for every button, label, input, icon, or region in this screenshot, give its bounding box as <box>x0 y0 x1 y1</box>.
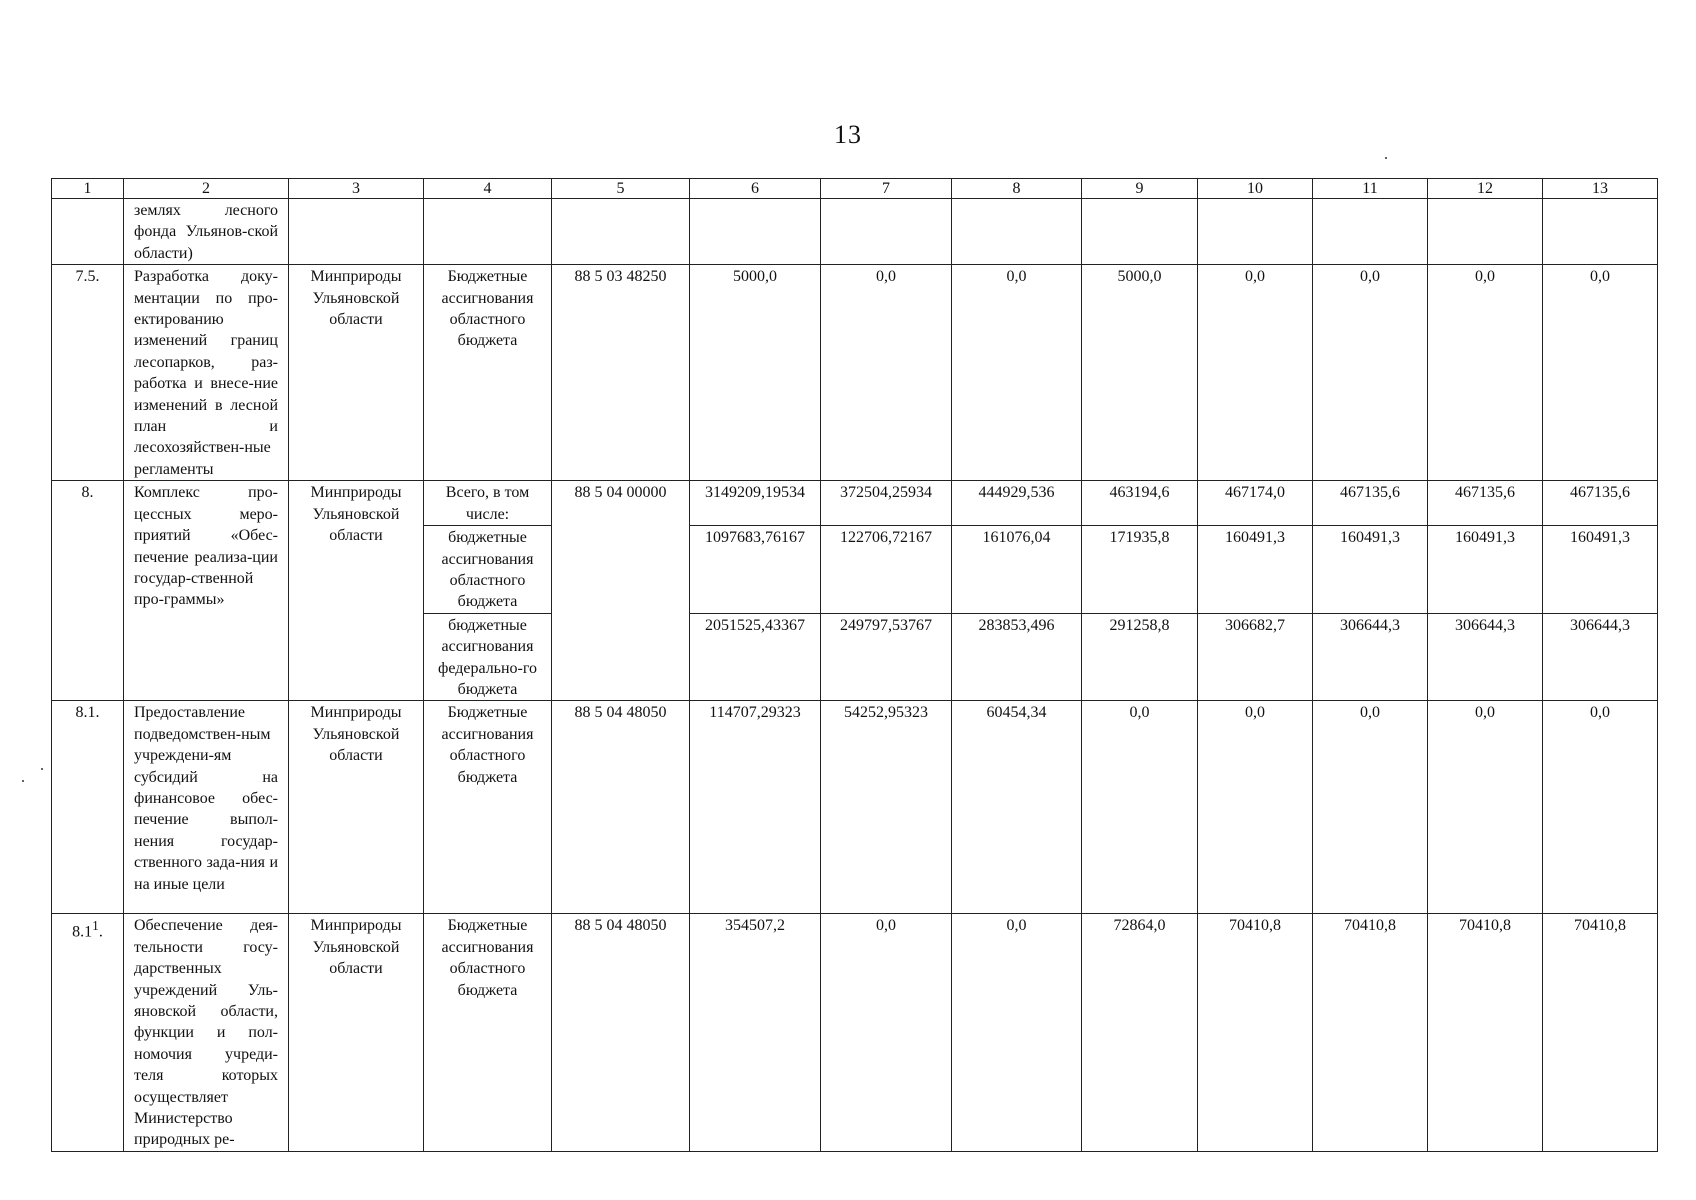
value-cell: 2051525,43367 <box>690 613 821 701</box>
value-cell: 70410,8 <box>1313 914 1428 1151</box>
col-header: 9 <box>1082 179 1198 199</box>
funding-source: бюджетные ассигнования областного бюджета <box>424 526 552 614</box>
value-cell: 161076,04 <box>952 526 1082 614</box>
table-row-7-5 <box>52 265 1658 481</box>
scan-speck <box>1385 157 1387 159</box>
value-cell: 0,0 <box>1198 701 1313 914</box>
budget-code: 88 5 03 48250 <box>552 265 690 481</box>
event-description: Предоставление подведомствен-ным учреждени-ям субсидий на финансовое обес-печение выпол-нения государ-ственного зада-ния и на иные цели <box>124 701 289 914</box>
header-row <box>52 179 1658 199</box>
cell-empty <box>52 199 124 265</box>
value-cell: 306644,3 <box>1313 613 1428 701</box>
col-header: 8 <box>952 179 1082 199</box>
value-cell: 160491,3 <box>1543 526 1658 614</box>
value-cell: 467135,6 <box>1428 481 1543 526</box>
col-header: 4 <box>424 179 552 199</box>
col-header: 5 <box>552 179 690 199</box>
value-cell: 0,0 <box>1428 701 1543 914</box>
value-cell: 283853,496 <box>952 613 1082 701</box>
value-cell: 306682,7 <box>1198 613 1313 701</box>
value-cell: 60454,34 <box>952 701 1082 914</box>
col-header: 12 <box>1428 179 1543 199</box>
value-cell: 354507,2 <box>690 914 821 1151</box>
funding-source: Бюджетные ассигнования областного бюджета <box>424 914 552 1151</box>
event-description: землях лесного фонда Ульянов-ской области) <box>124 199 289 265</box>
funding-source: Всего, в том числе: <box>424 481 552 526</box>
cell-empty <box>821 199 952 265</box>
col-header: 6 <box>690 179 821 199</box>
value-cell: 70410,8 <box>1428 914 1543 1151</box>
table-row-continuation <box>52 199 1658 265</box>
cell-empty <box>552 199 690 265</box>
funding-source: Бюджетные ассигнования областного бюджета <box>424 265 552 481</box>
cell-empty <box>289 199 424 265</box>
value-cell: 1097683,76167 <box>690 526 821 614</box>
value-cell: 171935,8 <box>1082 526 1198 614</box>
col-header: 10 <box>1198 179 1313 199</box>
budget-code: 88 5 04 48050 <box>552 701 690 914</box>
value-cell: 0,0 <box>952 914 1082 1151</box>
row-number: $8.1^1$. <box>52 914 124 1151</box>
value-cell: 54252,95323 <box>821 701 952 914</box>
cell-empty <box>1313 199 1428 265</box>
cell-empty <box>952 199 1082 265</box>
col-header: 7 <box>821 179 952 199</box>
value-cell: 0,0 <box>1313 701 1428 914</box>
value-cell: 0,0 <box>952 265 1082 481</box>
row-number: 8.1. <box>52 701 124 914</box>
value-cell: 160491,3 <box>1198 526 1313 614</box>
col-header: 13 <box>1543 179 1658 199</box>
event-description: Обеспечение дея-тельности госу-дарственных учреждений Уль-яновской области, функции и пол-номочия учреди-теля которых осуществляет Министерство природных ре- <box>124 914 289 1151</box>
funding-source: Бюджетные ассигнования областного бюджета <box>424 701 552 914</box>
table-row-8-1 <box>52 701 1658 914</box>
value-cell: 0,0 <box>1428 265 1543 481</box>
value-cell: 444929,536 <box>952 481 1082 526</box>
row-number: 7.5. <box>52 265 124 481</box>
value-cell: 72864,0 <box>1082 914 1198 1151</box>
funding-source: бюджетные ассигнования федерально-го бюджета <box>424 613 552 701</box>
value-cell: 5000,0 <box>1082 265 1198 481</box>
value-cell: 0,0 <box>1313 265 1428 481</box>
page-number: 13 <box>834 120 862 149</box>
value-cell: 3149209,19534 <box>690 481 821 526</box>
row-number-superscript: 1 <box>92 918 99 934</box>
scan-speck <box>41 768 43 770</box>
col-header: 3 <box>289 179 424 199</box>
value-cell: 0,0 <box>821 265 952 481</box>
budget-code: 88 5 04 00000 <box>552 481 690 701</box>
responsible-executor: Минприроды Ульяновской области <box>289 701 424 914</box>
value-cell: 467135,6 <box>1543 481 1658 526</box>
event-description: Комплекс про-цессных меро-приятий «Обес-печение реализа-ции государ-ственной про-граммы» <box>124 481 289 701</box>
table-row-8-total <box>52 481 1658 526</box>
value-cell: 122706,72167 <box>821 526 952 614</box>
value-cell: 160491,3 <box>1313 526 1428 614</box>
cell-empty <box>1082 199 1198 265</box>
col-header: 1 <box>52 179 124 199</box>
table-row-8-1-1 <box>52 914 1658 1151</box>
value-cell: 114707,29323 <box>690 701 821 914</box>
value-cell: 463194,6 <box>1082 481 1198 526</box>
value-cell: 467135,6 <box>1313 481 1428 526</box>
value-cell: 467174,0 <box>1198 481 1313 526</box>
value-cell: 0,0 <box>821 914 952 1151</box>
budget-table <box>51 178 1658 1152</box>
value-cell: 291258,8 <box>1082 613 1198 701</box>
responsible-executor: Минприроды Ульяновской области <box>289 481 424 701</box>
value-cell: 306644,3 <box>1543 613 1658 701</box>
budget-code: 88 5 04 48050 <box>552 914 690 1151</box>
value-cell: 70410,8 <box>1543 914 1658 1151</box>
col-header: 11 <box>1313 179 1428 199</box>
value-cell: 0,0 <box>1082 701 1198 914</box>
col-header: 2 <box>124 179 289 199</box>
row-number: 8. <box>52 481 124 701</box>
value-cell: 70410,8 <box>1198 914 1313 1151</box>
cell-empty <box>1198 199 1313 265</box>
value-cell: 249797,53767 <box>821 613 952 701</box>
row-number-main: 8.1 <box>72 923 93 941</box>
cell-empty <box>690 199 821 265</box>
value-cell: 0,0 <box>1543 265 1658 481</box>
responsible-executor: Минприроды Ульяновской области <box>289 914 424 1151</box>
cell-empty <box>1428 199 1543 265</box>
responsible-executor: Минприроды Ульяновской области <box>289 265 424 481</box>
value-cell: 0,0 <box>1198 265 1313 481</box>
cell-empty <box>424 199 552 265</box>
scan-speck <box>22 780 24 782</box>
value-cell: 5000,0 <box>690 265 821 481</box>
value-cell: 372504,25934 <box>821 481 952 526</box>
value-cell: 160491,3 <box>1428 526 1543 614</box>
cell-empty <box>1543 199 1658 265</box>
value-cell: 306644,3 <box>1428 613 1543 701</box>
event-description: Разработка доку-ментации по про-ектированию изменений границ лесопарков, раз-работка и внесе-ние изменений в лесной план и лесохозяйствен-ные регламенты <box>124 265 289 481</box>
value-cell: 0,0 <box>1543 701 1658 914</box>
